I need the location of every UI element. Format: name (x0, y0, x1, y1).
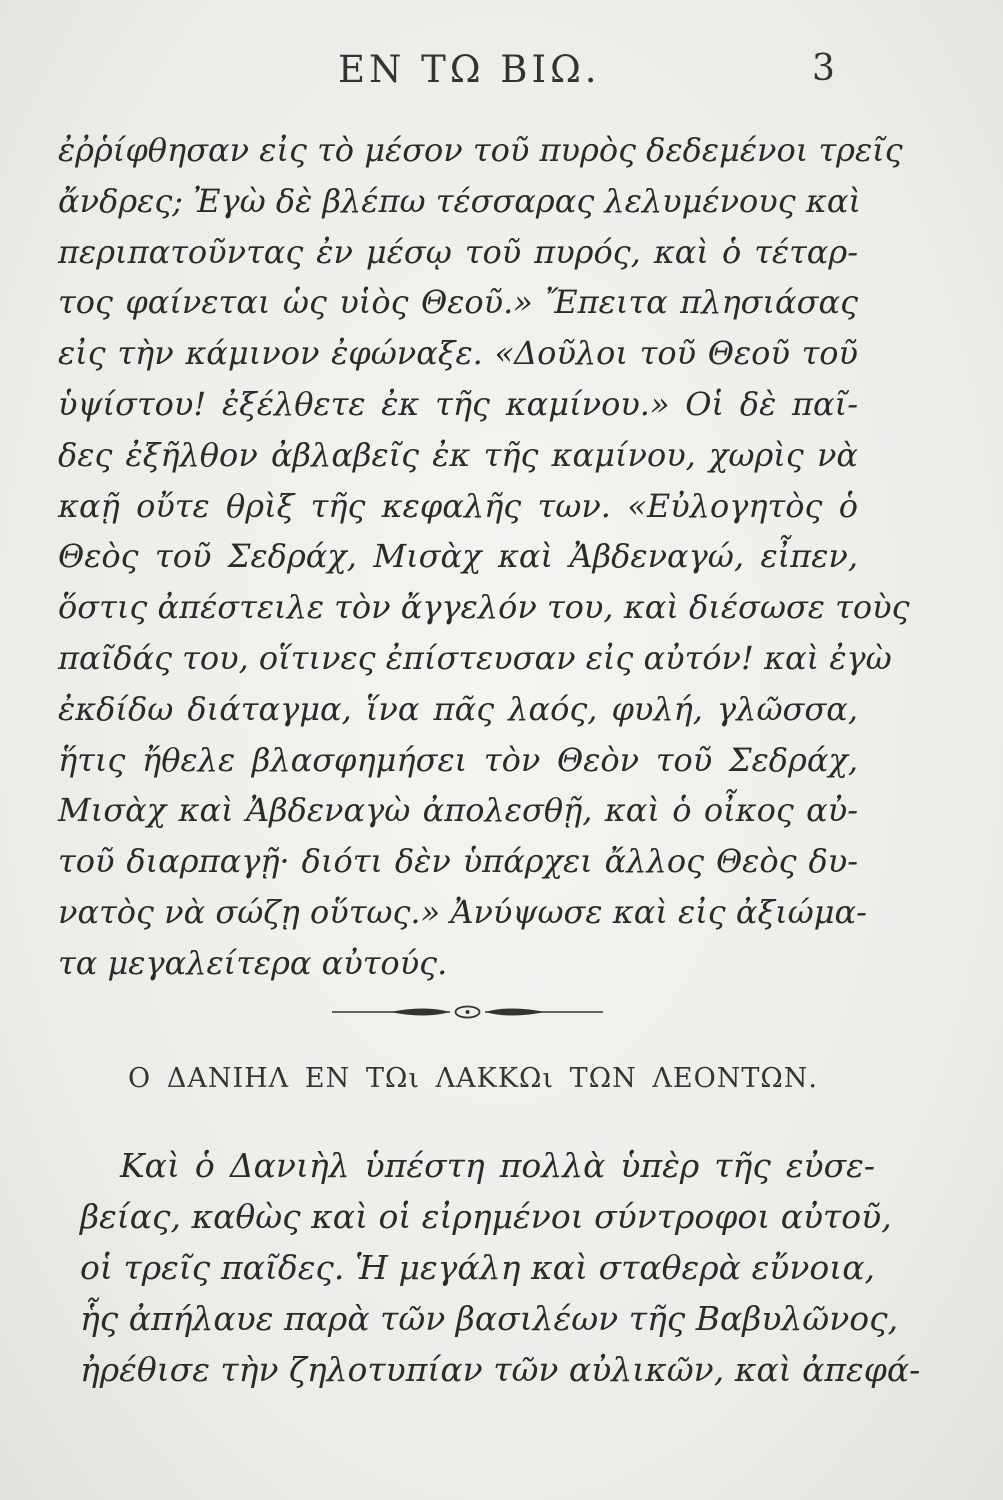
text-line: δες ἐξῆλθον ἀβλαβεῖς ἐκ τῆς καμίνου, χωρὶς νὰ (58, 435, 858, 474)
running-title: ΕΝ ΤΩ ΒΙΩ. (338, 48, 601, 91)
section-paragraph (80, 1140, 921, 1395)
text-line: ἥτις ἤθελε βλασφημήσει τὸν Θεὸν τοῦ Σεδράχ, (58, 740, 858, 779)
text-line: ὅστις ἀπέστειλε τὸν ἄγγελόν του, καὶ διέσωσε τοὺς (58, 588, 910, 627)
text-line: Μισὰχ καὶ Ἀβδεναγὼ ἀπολεσθῇ, καὶ ὁ οἶκος αὐ- (58, 791, 858, 830)
text-line: τα μεγαλείτερα αὐτούς. (58, 943, 448, 982)
main-paragraph (58, 125, 910, 989)
section-heading: Ο ΔΑΝΙΗΛ ΕΝ ΤΩι ΛΑΚΚΩι ΤΩΝ ΛΕΟΝΤΩΝ. (128, 1063, 818, 1094)
text-line: ὑψίστου! ἐξέλθετε ἐκ τῆς καμίνου.» Οἱ δὲ παῖ- (58, 384, 858, 423)
running-header (0, 48, 1003, 108)
text-line: ἐῤῥίφθησαν εἰς τὸ μέσον τοῦ πυρὸς δεδεμένοι τρεῖς (58, 131, 903, 169)
ornamental-divider (330, 1002, 605, 1022)
text-line: παῖδάς του, οἵτινες ἐπίστευσαν εἰς αὐτόν! καὶ ἐγὼ (58, 638, 892, 677)
text-line: περιπατοῦντας ἐν μέσῳ τοῦ πυρός, καὶ ὁ τέταρ- (58, 232, 858, 271)
text-line: οἱ τρεῖς παῖδες. Ἡ μεγάλη καὶ σταθερὰ εὔνοια, (80, 1248, 875, 1287)
text-line: νατὸς νὰ σώζῃ οὕτως.» Ἀνύψωσε καὶ εἰς ἀξιώμα- (58, 892, 867, 931)
text-line: ἄνδρες; Ἐγὼ δὲ βλέπω τέσσαρας λελυμένους καὶ (58, 181, 861, 220)
text-line: ἧς ἀπήλαυε παρὰ τῶν βασιλέων τῆς Βαβυλῶνος, (80, 1299, 899, 1338)
text-line: εἰς τὴν κάμινον ἐφώναξε. «Δοῦλοι τοῦ Θεοῦ τοῦ (58, 334, 858, 373)
text-line: βείας, καθὼς καὶ οἱ εἰρημένοι σύντροφοι αὐτοῦ, (80, 1197, 892, 1236)
text-line: τοῦ διαρπαγῇ· διότι δὲν ὑπάρχει ἄλλος Θεὸς δυ- (58, 842, 858, 881)
text-line: καῇ οὔτε θρὶξ τῆς κεφαλῆς των. «Εὐλογητὸς ὁ (58, 486, 858, 525)
text-line: τος φαίνεται ὡς υἱὸς Θεοῦ.» Ἔπειτα πλησιάσας (58, 283, 858, 322)
text-line: ἠρέθισε τὴν ζηλοτυπίαν τῶν αὐλικῶν, καὶ ἀπεφά- (80, 1350, 921, 1389)
page-number: 3 (812, 48, 835, 89)
text-line: Θεὸς τοῦ Σεδράχ, Μισὰχ καὶ Ἀβδεναγώ, εἶπεν, (58, 537, 858, 576)
text-line: ἐκδίδω διάταγμα, ἵνα πᾶς λαός, φυλή, γλῶσσα, (58, 689, 858, 728)
text-line: Καὶ ὁ Δανιὴλ ὑπέστη πολλὰ ὑπὲρ τῆς εὐσε- (120, 1146, 875, 1185)
